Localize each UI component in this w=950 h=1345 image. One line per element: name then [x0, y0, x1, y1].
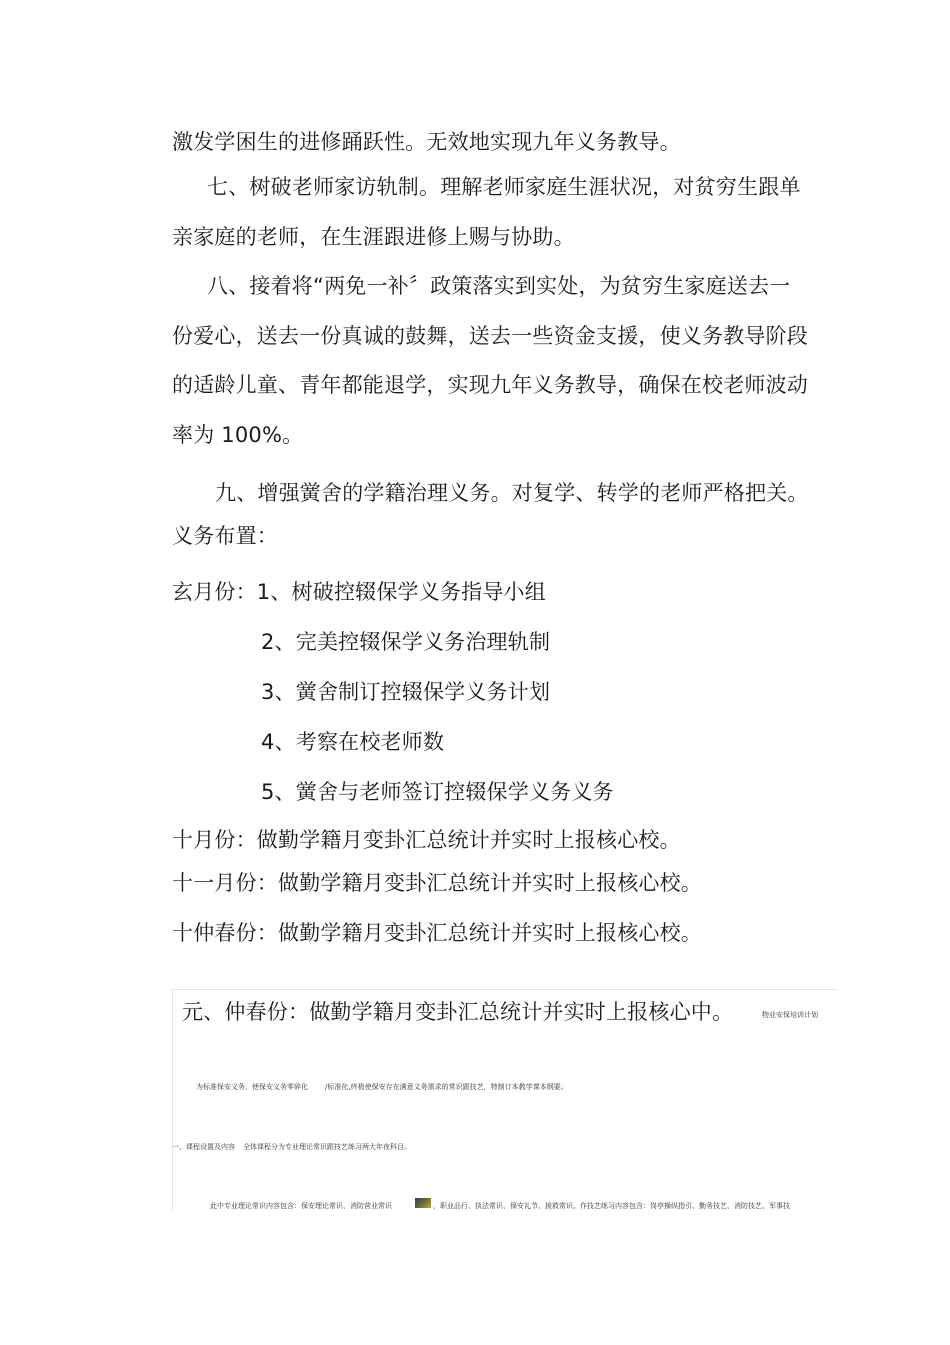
embedded-detail-text: 此中专业理论常识内容包含：保安理论常识、消防营业常识 [210, 1202, 392, 1210]
schedule-item: 4、考察在校老师数 [261, 730, 445, 754]
schedule-month: 十一月份：做勤学籍月变卦汇总统计并实时上报核心校。 [172, 871, 702, 895]
embedded-thumbnail-image [415, 1198, 431, 1208]
embedded-course-text: 全体课程分为专业理论常识跟技艺练习两大年夜科目。 [243, 1143, 411, 1151]
section-heading: 义务布置： [172, 524, 278, 548]
schedule-month: 元、仲春份：做勤学籍月变卦汇总统计并实时上报核心中。 [182, 1000, 734, 1024]
schedule-item: 5、黉舍与老师签订控辍保学义务义务 [261, 780, 614, 804]
paragraph-line: 激发学困生的进修踊跃性。无效地实现九年义务教导。 [172, 130, 681, 154]
schedule-item: 2、完美控辍保学义务治理轨制 [261, 630, 551, 654]
schedule-month: 玄月份：1、树破控辍保学义务指导小组 [172, 580, 546, 604]
paragraph-line: 七、树破老师家访轨制。理解老师家庭生涯状况，对贫穷生跟单 [207, 175, 801, 199]
paragraph-line: 九、增强黉舍的学籍治理义务。对复学、转学的老师严格把关。 [215, 481, 809, 505]
preview-top-border [172, 989, 838, 990]
embedded-intro-text: /标准化,终极使保安存在满意义务需求的常识跟技艺，特制订本教学课本纲要。 [325, 1083, 568, 1091]
schedule-month: 十月份：做勤学籍月变卦汇总统计并实时上报核心校。 [172, 828, 681, 852]
paragraph-line: 亲家庭的老师，在生涯跟进修上赐与协助。 [172, 225, 575, 249]
paragraph-line: 八、接着将“两免一补〞政策落实到实处，为贫穷生家庭送去一 [207, 274, 791, 298]
preview-left-border [172, 989, 173, 1211]
paragraph-line: 的适龄儿童、青年都能退学，实现九年义务教导，确保在校老师波动 [172, 373, 808, 397]
embedded-doc-title: 物业安保培训计划 [762, 1011, 818, 1019]
schedule-month: 十仲春份：做勤学籍月变卦汇总统计并实时上报核心校。 [172, 921, 702, 945]
paragraph-line: 份爱心，送去一份真诚的鼓舞，送去一些资金支援，使义务教导阶段 [172, 324, 808, 348]
schedule-item: 3、黉舍制订控辍保学义务计划 [261, 680, 551, 704]
embedded-intro-text: 为标准保安义务，使保安义务零碎化 [196, 1083, 308, 1091]
paragraph-line: 率为 100%。 [172, 423, 304, 447]
embedded-detail-text: ，职业品行、执法常识、保安礼节、援救常识。作技艺练习内容包含：岗亭操纵指引、勤务技艺、消防技艺、军事技 [433, 1202, 790, 1210]
embedded-course-heading: 一、课程设置及内容 [172, 1143, 235, 1151]
